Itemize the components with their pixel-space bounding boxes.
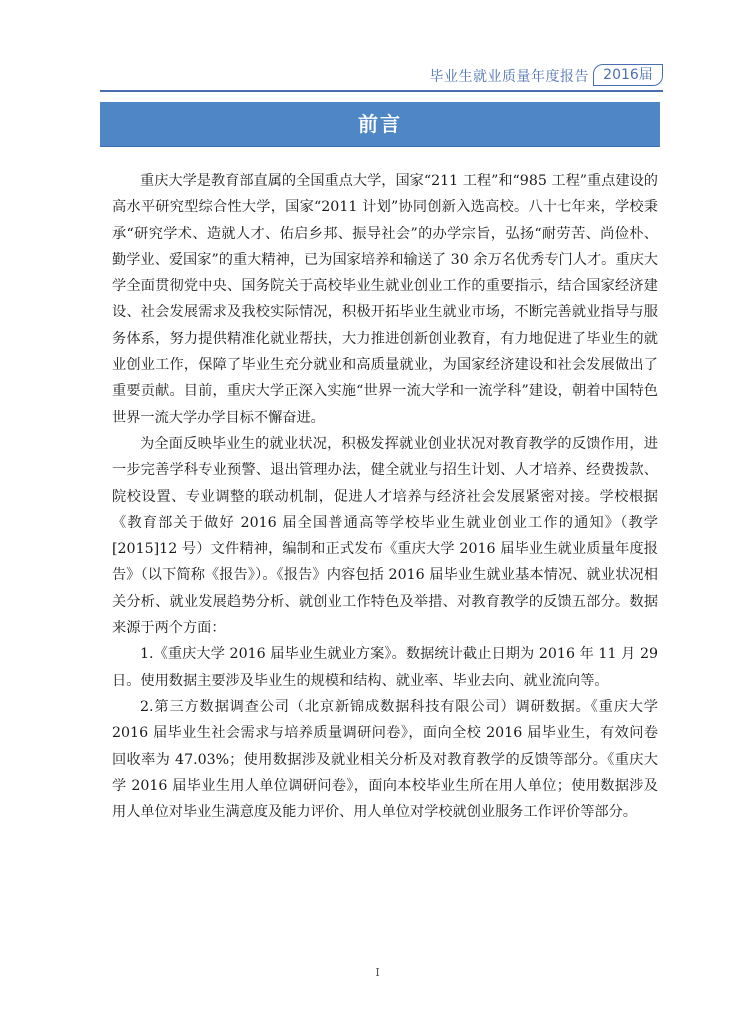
year-badge: 2016届 — [593, 64, 663, 86]
page-header — [100, 62, 663, 92]
section-title: 前言 — [358, 112, 402, 136]
data-source-1-paragraph: 1.《重庆大学 2016 届毕业生就业方案》。数据统计截止日期为 2016 年 11 月 29 日。使用数据主要涉及毕业生的规模和结构、就业率、毕业去向、就业流向等。 — [112, 646, 658, 689]
report-title: 毕业生就业质量年度报告 — [429, 69, 589, 85]
page-number: I — [375, 966, 380, 979]
purpose-paragraph: 为全面反映毕业生的就业状况，积极发挥就业创业状况对教育教学的反馈作用，进一步完善学科专业预警、退出管理办法，健全就业与招生计划、人才培养、经费拨款、院校设置、专业调整的联动机制，促进人才培养与经济社会发展紧密对接。学校根据《教育部关于做好 2016 届全国普通高等学校毕业生就业创业工作的通知》（教学[2015]12 号）文件精神，编制和正式发布《重庆大学 2016 届毕业生就业质量年度报告》（以下简称《报告》）。《报告》内容包括 2016 届毕业生就业基本情况、就业状况相关分析、就业发展趋势分析、就创业工作特色及举措、对教育教学的反馈五部分。数据来源于两个方面： — [112, 435, 658, 637]
section-title-bar — [100, 102, 660, 146]
main-content — [112, 168, 658, 825]
intro-paragraph: 重庆大学是教育部直属的全国重点大学，国家“211 工程”和“985 工程”重点建设的高水平研究型综合性大学，国家“2011 计划”协同创新入选高校。八十七年来，学校秉承“研究学术、造就人才、佑启乡邦、振导社会”的办学宗旨，弘扬“耐劳苦、尚俭朴、勤学业、爱国家”的重大精神，已为国家培养和输送了 30 余万名优秀专门人才。重庆大学全面贯彻党中央、国务院关于高校毕业生就业创业工作的重要指示，结合国家经济建设、社会发展需求及我校实际情况，积极开拓毕业生就业市场，不断完善就业指导与服务体系，努力提供精准化就业帮扶，大力推进创新创业教育，有力地促进了毕业生的就业创业工作，保障了毕业生充分就业和高质量就业，为国家经济建设和社会发展做出了重要贡献。目前，重庆大学正深入实施“世界一流大学和一流学科”建设，朝着中国特色世界一流大学办学目标不懈奋进。 — [112, 173, 658, 426]
data-source-2-paragraph: 2.第三方数据调查公司（北京新锦成数据科技有限公司）调研数据。《重庆大学 2016 届毕业生社会需求与培养质量调研问卷》，面向全校 2016 届毕业生，有效问卷回收率为 47.03%；使用数据涉及就业相关分析及对教育教学的反馈等部分。《重庆大学 2016 届毕业生用人单位调研问卷》，面向本校毕业生所在用人单位；使用数据涉及用人单位对毕业生满意度及能力评价、用人单位对学校就创业服务工作评价等部分。 — [112, 698, 658, 821]
header-divider — [100, 90, 663, 92]
